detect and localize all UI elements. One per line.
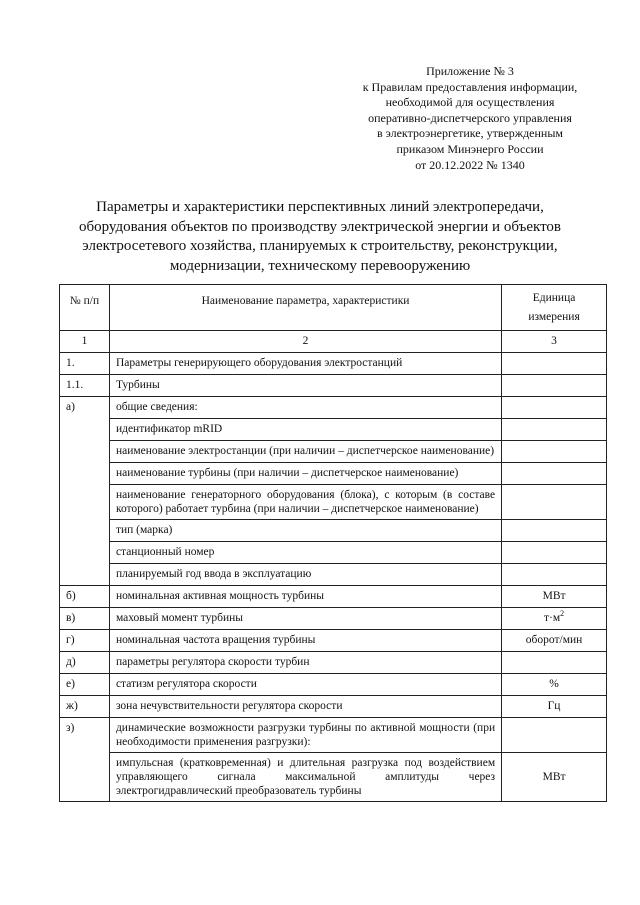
table-numbering-row — [60, 331, 607, 353]
table-row — [60, 353, 607, 375]
table-row — [60, 542, 607, 564]
row-unit — [502, 463, 607, 485]
row-number: 1.1. — [60, 375, 110, 397]
appendix-line: оперативно-диспетчерского управления — [368, 110, 572, 125]
appendix-line: приказом Минэнерго России — [396, 141, 544, 156]
header-parameter: Наименование параметра, характеристики — [109, 285, 501, 331]
header-number: № п/п — [60, 285, 110, 331]
table-row — [60, 696, 607, 718]
table-row — [60, 630, 607, 652]
row-number: е) — [60, 674, 110, 696]
appendix-line: к Правилам предоставления информации, — [362, 79, 578, 94]
parameters-table — [59, 284, 607, 802]
row-number: ж) — [60, 696, 110, 718]
row-parameter: импульсная (кратковременная) и длительная разгрузка под воздействием управляющего сигнала максимальной амплитуды через электрогидравлический преобразователь турбины — [109, 753, 501, 802]
row-unit: МВт — [502, 753, 607, 802]
row-parameter: Турбины — [109, 375, 501, 397]
document-title — [40, 198, 600, 276]
table-row — [60, 441, 607, 463]
title-line: модернизации, техническому перевооружению — [169, 257, 471, 274]
row-unit — [502, 397, 607, 419]
row-unit: Гц — [502, 696, 607, 718]
row-number — [60, 520, 110, 542]
row-parameter: статизм регулятора скорости — [109, 674, 501, 696]
unit-superscript: 2 — [560, 609, 565, 619]
row-unit — [502, 564, 607, 586]
table-row — [60, 674, 607, 696]
row-parameter: наименование электростанции (при наличии – диспетчерское наименование) — [109, 441, 501, 463]
row-number — [60, 441, 110, 463]
row-unit — [502, 375, 607, 397]
row-parameter: тип (марка) — [109, 520, 501, 542]
table-row — [60, 397, 607, 419]
row-parameter: номинальная активная мощность турбины — [109, 586, 501, 608]
row-number: 1. — [60, 353, 110, 375]
table-row — [60, 520, 607, 542]
row-parameter: планируемый год ввода в эксплуатацию — [109, 564, 501, 586]
row-number — [60, 463, 110, 485]
row-unit: оборот/мин — [502, 630, 607, 652]
table-row — [60, 463, 607, 485]
row-number — [60, 419, 110, 441]
row-unit: % — [502, 674, 607, 696]
row-number: в) — [60, 608, 110, 630]
row-parameter: номинальная частота вращения турбины — [109, 630, 501, 652]
row-unit — [502, 608, 607, 630]
row-unit — [502, 652, 607, 674]
row-parameter: наименование генераторного оборудования (блока), с которым (в составе которого) работает турбина (при наличии – диспетчерское наименование) — [109, 485, 501, 520]
row-number — [60, 542, 110, 564]
title-line: электросетевого хозяйства, планируемых к строительству, реконструкции, — [82, 238, 558, 254]
appendix-line: необходимой для осуществления — [385, 95, 555, 110]
table-row — [60, 718, 607, 753]
row-parameter: маховый момент турбины — [109, 608, 501, 630]
table-row — [60, 564, 607, 586]
row-parameter: Параметры генерирующего оборудования электростанций — [109, 353, 501, 375]
row-number: з) — [60, 718, 110, 753]
unit-text: т·м — [543, 612, 561, 624]
table-row — [60, 753, 607, 802]
row-number: а) — [60, 397, 110, 419]
appendix-line: в электроэнергетике, утвержденным — [376, 126, 564, 141]
row-unit — [502, 542, 607, 564]
table-row — [60, 586, 607, 608]
table-row — [60, 419, 607, 441]
row-number: б) — [60, 586, 110, 608]
row-parameter: динамические возможности разгрузки турбины по активной мощности (при необходимости применения разгрузки): — [109, 718, 501, 753]
table-header-row — [60, 285, 607, 331]
table-row — [60, 608, 607, 630]
numbering-col1: 1 — [60, 331, 110, 353]
appendix-block — [345, 64, 595, 173]
row-number: д) — [60, 652, 110, 674]
table-row — [60, 375, 607, 397]
appendix-line: от 20.12.2022 № 1340 — [415, 157, 525, 172]
row-number — [60, 564, 110, 586]
row-number — [60, 753, 110, 802]
appendix-line: Приложение № 3 — [426, 64, 514, 78]
row-unit — [502, 718, 607, 753]
table-row — [60, 485, 607, 520]
row-unit — [502, 441, 607, 463]
row-parameter: параметры регулятора скорости турбин — [109, 652, 501, 674]
row-number: г) — [60, 630, 110, 652]
row-unit — [502, 485, 607, 520]
row-unit — [502, 419, 607, 441]
row-parameter: наименование турбины (при наличии – диспетчерское наименование) — [109, 463, 501, 485]
title-line: оборудования объектов по производству электрической энергии и объектов — [78, 218, 562, 235]
row-parameter: станционный номер — [109, 542, 501, 564]
table-row — [60, 652, 607, 674]
row-unit — [502, 520, 607, 542]
row-unit: МВт — [502, 586, 607, 608]
row-parameter: зона нечувствительности регулятора скорости — [109, 696, 501, 718]
row-number — [60, 485, 110, 520]
numbering-col3: 3 — [502, 331, 607, 353]
row-unit — [502, 353, 607, 375]
numbering-col2: 2 — [109, 331, 501, 353]
title-line: Параметры и характеристики перспективных линий электропередачи, — [96, 199, 544, 215]
row-parameter: идентификатор mRID — [109, 419, 501, 441]
row-parameter: общие сведения: — [109, 397, 501, 419]
header-unit: Единица измерения — [502, 285, 607, 331]
